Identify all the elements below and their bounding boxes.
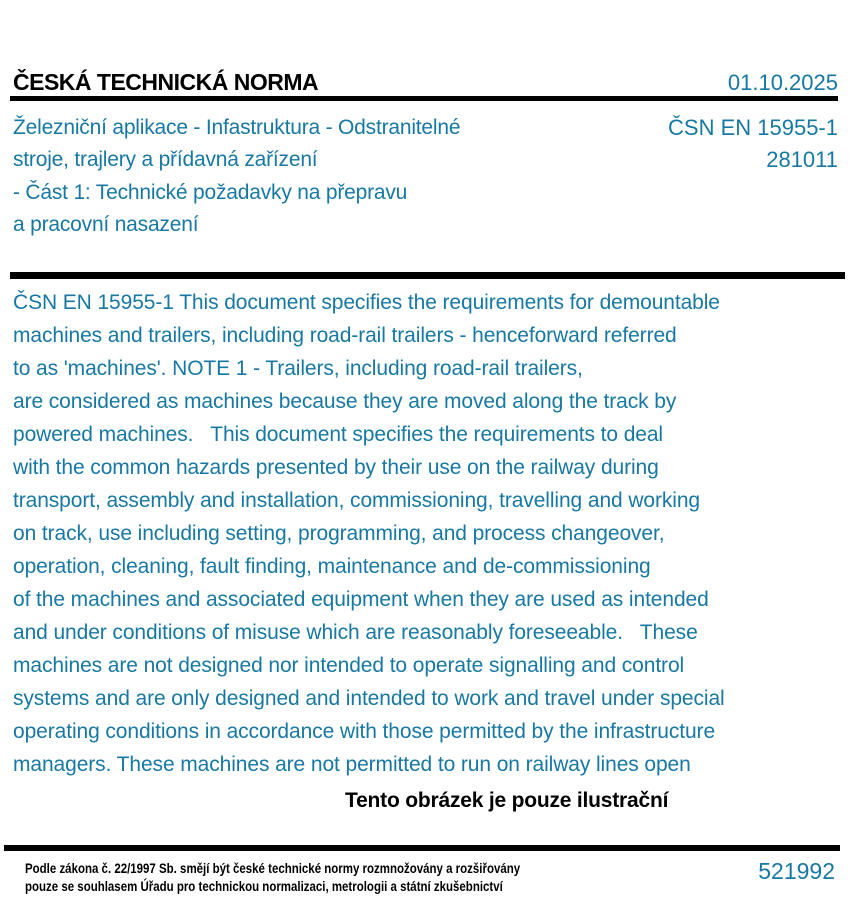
abstract-line: powered machines. This document specifies the requirements to deal (13, 423, 663, 446)
abstract-line: with the common hazards presented by their use on the railway during (13, 456, 659, 479)
standard-code: ČSN EN 15955-1 (668, 115, 838, 140)
footer-divider (4, 845, 840, 851)
abstract-line: of the machines and associated equipment when they are used as intended (13, 588, 709, 611)
abstract-line: managers. These machines are not permitted to run on railway lines open (13, 753, 691, 776)
standard-references (668, 112, 838, 177)
abstract-line: ČSN EN 15955-1 This document specifies the requirements for demountable (13, 291, 720, 314)
abstract-line: systems and are only designed and intended to work and travel under special (13, 687, 725, 710)
standard-title-line: - Část 1: Technické požadavky na přepravu (13, 180, 408, 204)
legal-notice-line: pouze se souhlasem Úřadu pro technickou normalizaci, metrologii a státní zkušebnictví (25, 877, 503, 894)
header-divider (10, 96, 838, 101)
publication-date: 01.10.2025 (727, 70, 838, 95)
abstract-text (13, 286, 725, 781)
abstract-line: operating conditions in accordance with those permitted by the infrastructure (13, 720, 716, 743)
legal-notice (25, 860, 520, 895)
abstract-line: are considered as machines because they are moved along the track by (13, 390, 677, 413)
abstract-line: operation, cleaning, fault finding, maintenance and de-commissioning (13, 555, 651, 578)
abstract-line: on track, use including setting, programming, and process changeover, (13, 522, 665, 545)
section-divider (10, 272, 845, 279)
abstract-line: transport, assembly and installation, commissioning, travelling and working (13, 489, 700, 512)
class-number: 281011 (766, 147, 838, 173)
standard-title-line: a pracovní nasazení (13, 213, 199, 237)
illustrative-note: Tento obrázek je pouze ilustrační (345, 789, 669, 812)
page-title: ČESKÁ TECHNICKÁ NORMA (13, 69, 319, 95)
abstract-line: machines and trailers, including road-rail trailers - henceforward referred (13, 324, 677, 347)
standard-title-line: stroje, trajlery a přídavná zařízení (13, 148, 318, 172)
legal-notice-line: Podle zákona č. 22/1997 Sb. smějí být české technické normy rozmnožovány a rozšiřovány (25, 860, 521, 876)
abstract-line: and under conditions of misuse which are reasonably foreseeable. These (13, 621, 698, 644)
abstract-line: machines are not designed nor intended to operate signalling and control (13, 654, 685, 677)
abstract-line: to as 'machines'. NOTE 1 - Trailers, including road-rail trailers, (13, 357, 583, 380)
standard-title (13, 112, 460, 242)
standard-title-line: Železniční aplikace - Infastruktura - Odstranitelné (13, 116, 461, 139)
order-number: 521992 (758, 858, 835, 884)
